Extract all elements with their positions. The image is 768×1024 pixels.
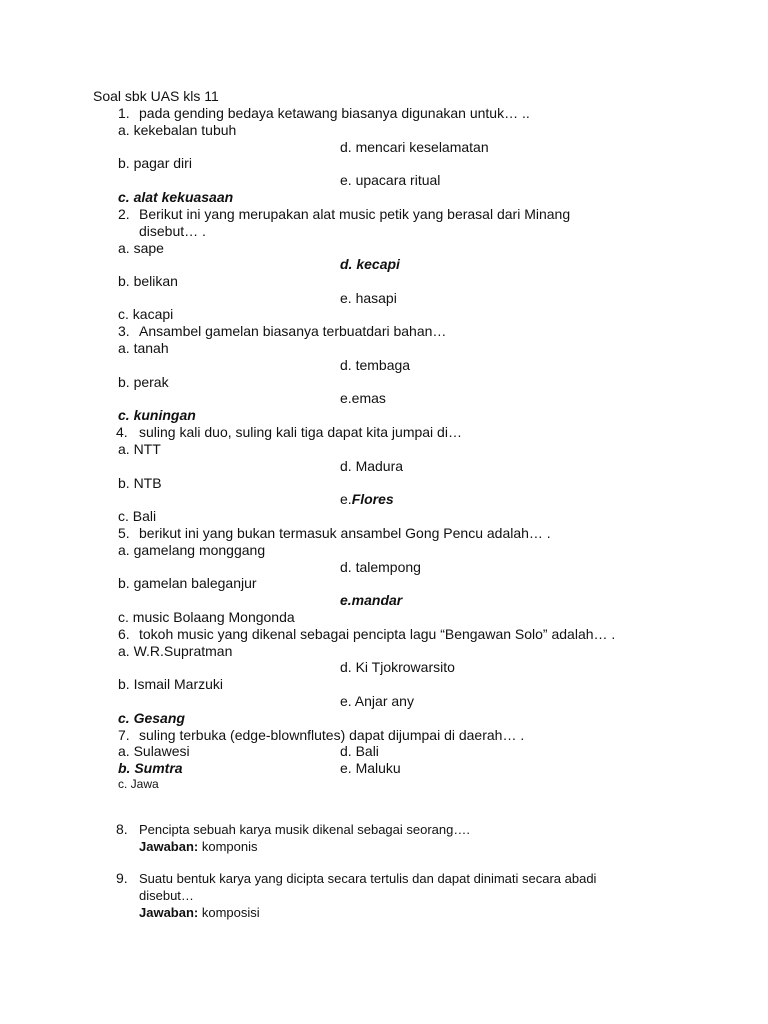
q6-number: 6. <box>118 626 130 642</box>
q7-option-c: c. Jawa <box>118 777 159 791</box>
q1-option-b: b. pagar diri <box>118 155 192 171</box>
q1-option-e: e. upacara ritual <box>340 172 441 188</box>
q7-question: suling terbuka (edge-blownflutes) dapat dijumpai di daerah… . <box>139 727 525 743</box>
q3-option-c-answer: c. kuningan <box>118 407 196 423</box>
q2-number: 2. <box>118 206 130 222</box>
q9-answer-label: Jawaban: <box>139 905 199 920</box>
q1-number: 1. <box>118 105 130 121</box>
q4-option-b: b. NTB <box>118 475 162 491</box>
q2-question: Berikut ini yang merupakan alat music petik yang berasal dari Minang <box>139 206 571 222</box>
q7-option-d: d. Bali <box>340 743 379 759</box>
q4-option-e-answer: Flores <box>351 491 394 507</box>
q4-option-a: a. NTT <box>118 441 161 457</box>
q7-option-b-answer: b. Sumtra <box>118 760 183 776</box>
q4-option-e-prefix: e. <box>340 491 352 507</box>
q7-number: 7. <box>118 727 130 743</box>
q3-option-b: b. perak <box>118 374 169 390</box>
q2-option-e: e. hasapi <box>340 290 397 306</box>
q6-option-d: d. Ki Tjokrowarsito <box>340 659 455 675</box>
q5-option-e-answer: e.mandar <box>340 592 403 608</box>
q5-option-a: a. gamelang monggang <box>118 542 266 558</box>
q2-option-a: a. sape <box>118 240 164 256</box>
q6-option-a: a. W.R.Supratman <box>118 643 233 659</box>
q1-option-c-answer: c. alat kekuasaan <box>118 189 234 205</box>
q5-number: 5. <box>118 525 130 541</box>
q8-number: 8. <box>116 821 128 837</box>
q6-question: tokoh music yang dikenal sebagai pencipta lagu “Bengawan Solo” adalah… . <box>139 626 616 642</box>
q6-option-b: b. Ismail Marzuki <box>118 676 224 692</box>
q7-option-a: a. Sulawesi <box>118 743 190 759</box>
q2-option-c: c. kacapi <box>118 306 174 322</box>
q3-question: Ansambel gamelan biasanya terbuatdari bahan… <box>139 323 447 339</box>
q9-answer: komposisi <box>201 905 260 920</box>
document-title: Soal sbk UAS kls 11 <box>93 88 219 104</box>
q2-question-cont: disebut… . <box>139 223 206 239</box>
q1-option-a: a. kekebalan tubuh <box>118 122 237 138</box>
q5-option-b: b. gamelan baleganjur <box>118 575 257 591</box>
q3-option-e: e.emas <box>340 390 386 406</box>
q3-option-d: d. tembaga <box>340 357 411 373</box>
q8-answer-label: Jawaban: <box>139 839 199 854</box>
q5-option-c: c. music Bolaang Mongonda <box>118 609 295 625</box>
q6-option-e: e. Anjar any <box>340 693 414 709</box>
q2-option-d-answer: d. kecapi <box>340 256 400 272</box>
q9-question: Suatu bentuk karya yang dicipta secara tertulis dan dapat dinimati secara abadi <box>139 871 597 886</box>
q3-number: 3. <box>118 323 130 339</box>
q4-option-e <box>340 491 394 508</box>
q4-number: 4. <box>116 424 128 440</box>
q9-number: 9. <box>116 870 128 886</box>
q5-question: berikut ini yang bukan termasuk ansambel Gong Pencu adalah… . <box>139 525 551 541</box>
q3-option-a: a. tanah <box>118 340 169 356</box>
q6-option-c-answer: c. Gesang <box>118 710 185 726</box>
q9-question-cont: disebut… <box>139 888 194 903</box>
q8-question: Pencipta sebuah karya musik dikenal sebagai seorang…. <box>139 822 470 837</box>
q4-option-c: c. Bali <box>118 508 157 524</box>
q4-option-d: d. Madura <box>340 458 404 474</box>
q8-answer-line <box>139 839 258 855</box>
q1-option-d: d. mencari keselamatan <box>340 139 489 155</box>
q8-answer: komponis <box>201 839 258 854</box>
q1-question: pada gending bedaya ketawang biasanya digunakan untuk… .. <box>139 105 530 121</box>
q4-question: suling kali duo, suling kali tiga dapat kita jumpai di… <box>139 424 462 440</box>
q5-option-d: d. talempong <box>340 559 421 575</box>
q2-option-b: b. belikan <box>118 273 178 289</box>
q7-option-e: e. Maluku <box>340 760 401 776</box>
q9-answer-line <box>139 905 260 921</box>
